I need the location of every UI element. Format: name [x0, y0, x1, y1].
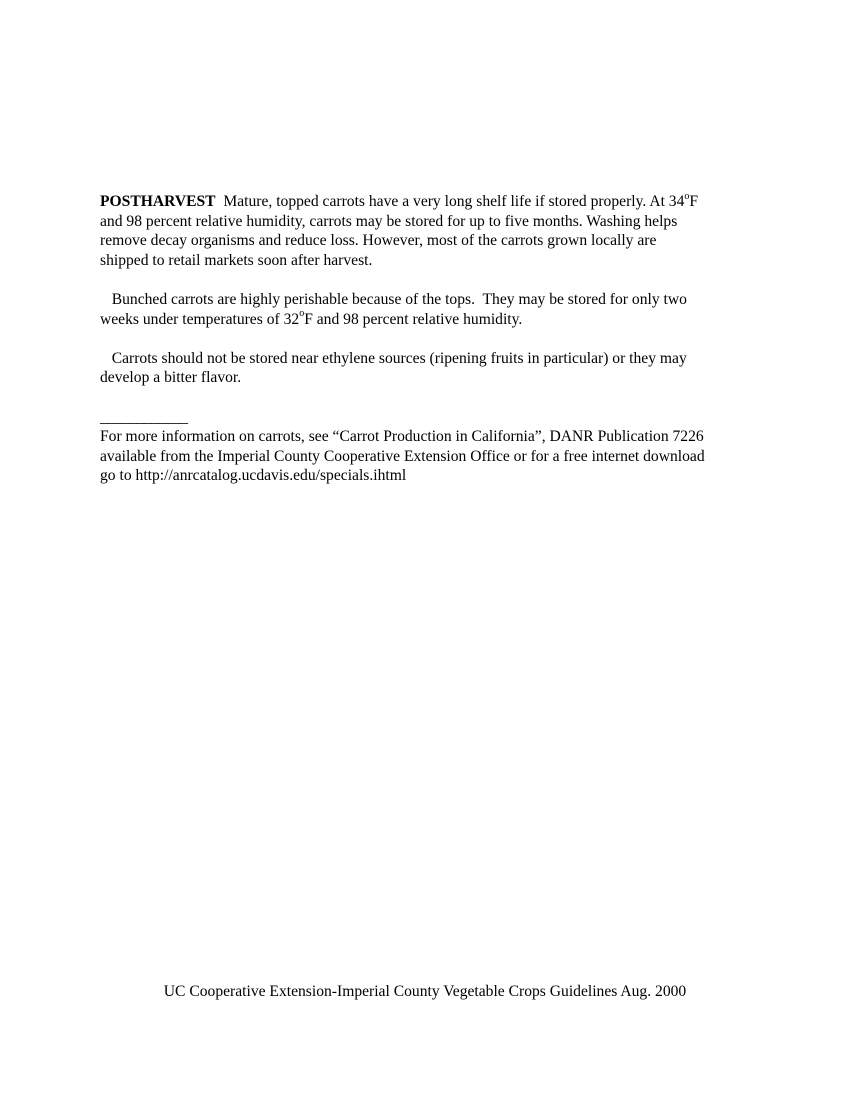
bunched-line-2-text: weeks under temperatures of 32: [100, 310, 300, 328]
bunched-line-2-rest: F and 98 percent relative humidity.: [304, 310, 523, 328]
footnote: [100, 408, 760, 486]
ethylene-line-1: Carrots should not be stored near ethylene sources (ripening fruits in particular) or they may: [100, 349, 687, 367]
degree-superscript: o: [299, 308, 305, 320]
postharvest-line-4: shipped to retail markets soon after harvest.: [100, 251, 373, 269]
postharvest-heading: POSTHARVEST: [100, 193, 216, 210]
paragraph-gap: [100, 329, 760, 349]
footnote-line-2: available from the Imperial County Cooperative Extension Office or for a free internet download: [100, 447, 705, 465]
degree-superscript: o: [684, 190, 690, 202]
postharvest-line-1: [100, 192, 760, 212]
postharvest-line-2: and 98 percent relative humidity, carrots may be stored for up to five months. Washing helps: [100, 212, 678, 230]
bunched-carrots-paragraph: [100, 290, 760, 329]
temperature-unit: F: [689, 193, 699, 210]
paragraph-gap: [100, 270, 760, 290]
paragraph-gap: [100, 388, 760, 408]
ethylene-line-2: develop a bitter flavor.: [100, 369, 242, 387]
ethylene-paragraph: [100, 349, 760, 388]
page-footer: UC Cooperative Extension-Imperial County Vegetable Crops Guidelines Aug. 2000: [163, 983, 687, 1000]
footnote-rule: ____________: [100, 408, 188, 426]
postharvest-paragraph: [100, 192, 760, 270]
footnote-line-3: go to http://anrcatalog.ucdavis.edu/specials.ihtml: [100, 467, 407, 485]
document-body: [100, 192, 760, 486]
postharvest-line-3: remove decay organisms and reduce loss. However, most of the carrots grown locally are: [100, 232, 657, 250]
footnote-line-1: For more information on carrots, see “Carrot Production in California”, DANR Publication 7226: [100, 428, 704, 446]
bunched-line-1: Bunched carrots are highly perishable because of the tops. They may be stored for only two: [100, 290, 687, 308]
postharvest-line-1-text: Mature, topped carrots have a very long shelf life if stored properly. At 34: [223, 193, 685, 210]
bunched-line-2: [100, 310, 760, 330]
